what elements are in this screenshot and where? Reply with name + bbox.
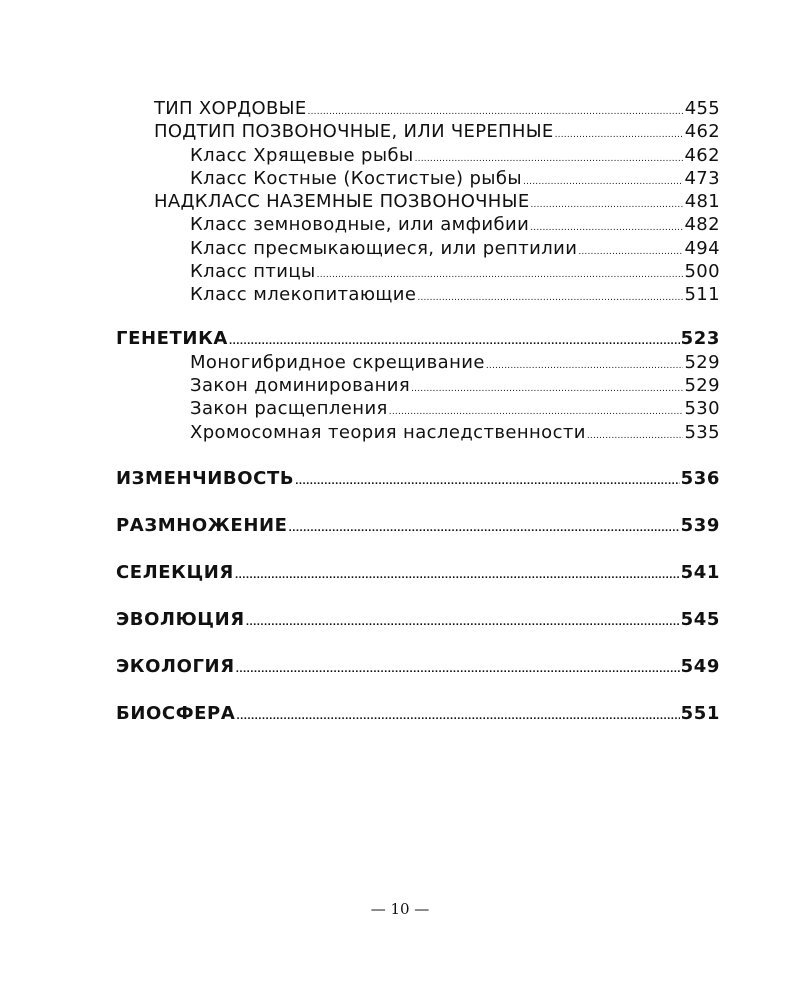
toc-entry-variability: [116, 467, 720, 491]
toc-entry-chromosome-theory: [116, 421, 720, 444]
toc-entry-page: 541: [680, 561, 720, 583]
toc-entry-title: РАЗМНОЖЕНИЕ: [116, 514, 288, 536]
toc-entry-superclass-tetrapoda: [116, 190, 720, 213]
dot-leader: [578, 248, 683, 257]
toc-entry-page: 539: [680, 514, 720, 536]
toc-entry-ecology: [116, 655, 720, 679]
toc-entry-title: ИЗМЕНЧИВОСТЬ: [116, 467, 295, 489]
dot-leader: [555, 131, 684, 140]
toc-entry-page: 500: [684, 261, 720, 283]
dot-leader: [235, 572, 680, 581]
toc-entry-class-birds: [116, 260, 720, 283]
toc-entry-law-of-dominance: [116, 374, 720, 397]
section-spacer: [116, 491, 720, 514]
toc-entry-law-of-segregation: [116, 397, 720, 420]
toc-entry-page: 462: [684, 121, 720, 143]
toc-entry-page: 462: [684, 144, 720, 166]
toc-entry-page: 455: [684, 98, 720, 119]
toc-entry-title: БИОСФЕРА: [116, 702, 236, 724]
toc-entry-page: 536: [680, 467, 720, 489]
toc-entry-biosphere: [116, 702, 720, 726]
section-spacer: [116, 679, 720, 702]
toc-entry-page: 511: [684, 284, 720, 306]
toc-entry-page: 530: [684, 398, 720, 420]
toc-entry-phylum-chordata: [116, 97, 720, 120]
toc-entry-title: СЕЛЕКЦИЯ: [116, 561, 234, 583]
toc-entry-title: ТИП ХОРДОВЫЕ: [154, 98, 307, 119]
toc-entry-title: Хромосомная теория наследственности: [190, 421, 586, 443]
toc-entry-page: 551: [680, 702, 720, 724]
toc-entry-monohybrid-cross: [116, 351, 720, 374]
dot-leader: [289, 525, 680, 534]
toc-entry-title: Класс млекопитающие: [190, 284, 417, 306]
toc-entry-page: 529: [684, 374, 720, 396]
dot-leader: [295, 478, 679, 487]
toc-entry-title: Класс пресмыкающиеся, или рептилии: [190, 237, 578, 259]
toc-entry-title: Моногибридное скрещивание: [190, 351, 485, 373]
toc-entry-class-cartilaginous-fish: [116, 144, 720, 167]
toc-entry-page: 494: [684, 237, 720, 259]
toc-entry-subphylum-vertebrata: [116, 120, 720, 143]
toc-entry-page: 535: [684, 421, 720, 443]
dot-leader: [317, 271, 684, 280]
toc-entry-title: Закон расщепления: [190, 398, 388, 420]
toc-entry-page: 545: [680, 608, 720, 630]
toc-entry-page: 481: [684, 191, 720, 213]
dot-leader: [236, 666, 680, 675]
dot-leader: [411, 385, 683, 394]
toc-entry-title: ЭКОЛОГИЯ: [116, 655, 235, 677]
toc-entry-genetics: [116, 327, 720, 351]
toc-entry-page: 473: [684, 167, 720, 189]
dot-leader: [530, 224, 683, 233]
section-spacer: [116, 585, 720, 608]
dot-leader: [236, 713, 679, 722]
toc-entry-title: Класс Хрящевые рыбы: [190, 144, 414, 166]
dot-leader: [415, 155, 684, 164]
toc-entry-title: Класс Костные (Костистые) рыбы: [190, 167, 523, 189]
dot-leader: [308, 108, 684, 117]
dot-leader: [389, 408, 684, 417]
toc-entry-page: 549: [680, 655, 720, 677]
toc-entry-reproduction: [116, 514, 720, 538]
dot-leader: [486, 362, 684, 371]
toc-entry-evolution: [116, 608, 720, 632]
table-of-contents: [116, 97, 720, 726]
dot-leader: [246, 619, 680, 628]
toc-entry-title: ГЕНЕТИКА: [116, 327, 228, 349]
toc-entry-class-mammals: [116, 283, 720, 306]
toc-entry-page: 523: [680, 327, 720, 349]
dot-leader: [523, 178, 683, 187]
toc-entry-title: НАДКЛАСС НАЗЕМНЫЕ ПОЗВОНОЧНЫЕ: [154, 191, 530, 213]
toc-entry-selection: [116, 561, 720, 585]
toc-entry-page: 482: [684, 214, 720, 236]
section-spacer: [116, 307, 720, 327]
dot-leader: [229, 338, 680, 347]
page-number: — 10 —: [370, 900, 430, 918]
dot-leader: [531, 201, 684, 210]
toc-entry-title: Закон доминирования: [190, 374, 411, 396]
toc-entry-class-reptiles: [116, 237, 720, 260]
section-spacer: [116, 632, 720, 655]
toc-entry-title: ЭВОЛЮЦИЯ: [116, 608, 245, 630]
toc-entry-title: ПОДТИП ПОЗВОНОЧНЫЕ, ИЛИ ЧЕРЕПНЫЕ: [154, 121, 554, 143]
section-spacer: [116, 444, 720, 467]
toc-entry-title: Класс птицы: [190, 261, 316, 283]
toc-entry-class-amphibians: [116, 213, 720, 236]
section-spacer: [116, 538, 720, 561]
toc-entry-page: 529: [684, 351, 720, 373]
toc-entry-class-bony-fish: [116, 167, 720, 190]
toc-entry-title: Класс земноводные, или амфибии: [190, 214, 530, 236]
dot-leader: [417, 294, 683, 303]
dot-leader: [587, 432, 684, 441]
